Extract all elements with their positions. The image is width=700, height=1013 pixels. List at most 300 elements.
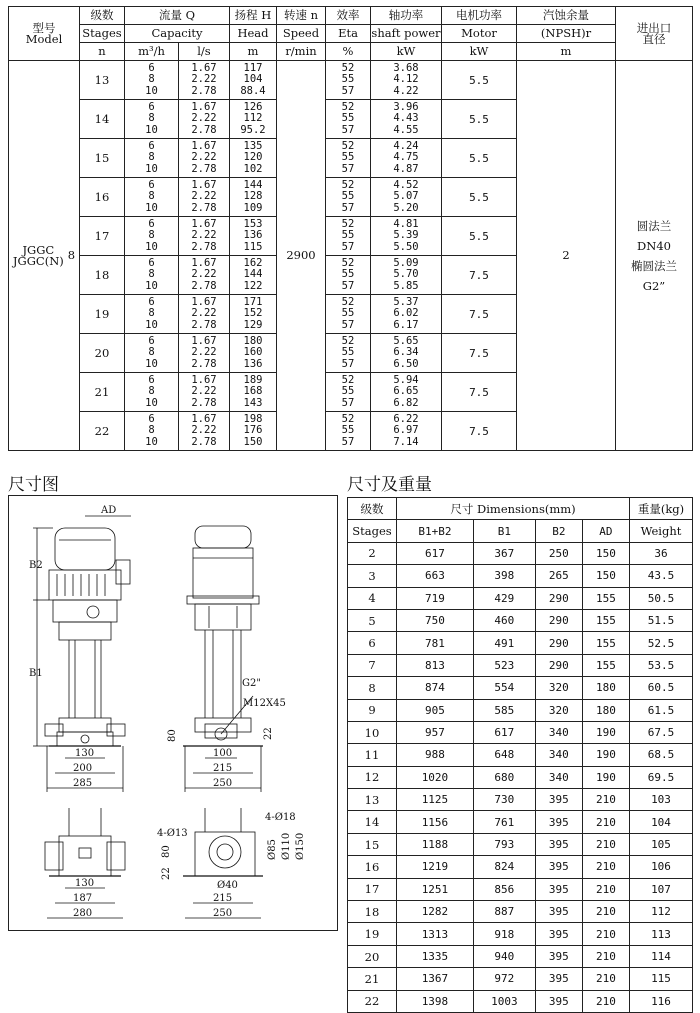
dims-cell: 116 bbox=[630, 990, 693, 1012]
cell-head bbox=[230, 373, 277, 412]
inlet-line: 椭圆法兰 bbox=[631, 258, 677, 273]
dims-cell: 12 bbox=[348, 766, 397, 788]
dims-cell: 190 bbox=[582, 744, 629, 766]
q_m3h-value: 8 bbox=[148, 268, 155, 281]
dhdr-stages-en: Stages bbox=[348, 520, 397, 542]
q_ls-value: 2.78 bbox=[191, 240, 217, 253]
table-row bbox=[348, 789, 693, 811]
dims-cell: 210 bbox=[582, 923, 629, 945]
eta-value: 52 bbox=[341, 257, 355, 270]
hdr-c7-cn: 电机功率 bbox=[442, 7, 517, 25]
unit-2: l/s bbox=[178, 43, 229, 61]
table-row bbox=[348, 878, 693, 900]
inlet-cell bbox=[616, 61, 693, 451]
dims-cell: 113 bbox=[630, 923, 693, 945]
dims-cell: 680 bbox=[473, 766, 535, 788]
dim-22b: 22 bbox=[161, 867, 172, 880]
dims-cell: 824 bbox=[473, 856, 535, 878]
q_ls-value: 1.67 bbox=[191, 62, 217, 75]
dims-section-label: 尺寸及重量 bbox=[347, 475, 432, 495]
dims-cell: 2 bbox=[348, 542, 397, 564]
cell-q_ls bbox=[178, 217, 229, 256]
dhdr-col-1: B1 bbox=[473, 520, 535, 542]
cell-shaft bbox=[371, 139, 442, 178]
shaft-value: 6.97 bbox=[393, 424, 419, 437]
dims-cell: 761 bbox=[473, 811, 535, 833]
unit-4: r/min bbox=[277, 43, 326, 61]
hdr-model bbox=[9, 7, 80, 61]
table-row bbox=[348, 811, 693, 833]
drawing-section-label: 尺寸图 bbox=[8, 475, 59, 495]
table-row bbox=[9, 61, 693, 100]
table-row bbox=[348, 945, 693, 967]
shaft-value: 5.50 bbox=[393, 240, 419, 253]
dim-b2: B2 bbox=[29, 560, 43, 571]
cell-eta bbox=[326, 217, 371, 256]
unit-5: % bbox=[326, 43, 371, 61]
dims-cell: 210 bbox=[582, 833, 629, 855]
cell-q_ls bbox=[178, 256, 229, 295]
dims-cell: 52.5 bbox=[630, 632, 693, 654]
shaft-value: 5.85 bbox=[393, 279, 419, 292]
shaft-value: 4.87 bbox=[393, 162, 419, 175]
cell-q_m3h bbox=[125, 100, 179, 139]
dims-cell: 1219 bbox=[397, 856, 474, 878]
hdr-inlet-1: 进出口 bbox=[636, 20, 672, 35]
model-cell bbox=[9, 61, 80, 451]
dims-cell: 210 bbox=[582, 811, 629, 833]
motor-cell: 7.5 bbox=[442, 373, 517, 412]
q_m3h-value: 8 bbox=[148, 346, 155, 359]
motor-cell: 5.5 bbox=[442, 139, 517, 178]
q_ls-value: 2.22 bbox=[191, 346, 217, 359]
hdr-model-en: Model bbox=[25, 31, 63, 46]
head-value: 122 bbox=[243, 279, 263, 292]
dims-cell: 4 bbox=[348, 587, 397, 609]
dims-cell: 155 bbox=[582, 632, 629, 654]
dims-cell: 663 bbox=[397, 565, 474, 587]
dims-cell: 395 bbox=[535, 789, 582, 811]
dims-cell: 918 bbox=[473, 923, 535, 945]
q_ls-value: 2.22 bbox=[191, 229, 217, 242]
unit-3: m bbox=[230, 43, 277, 61]
inlet-line: G2” bbox=[642, 278, 666, 293]
q_m3h-value: 6 bbox=[148, 101, 155, 114]
dhdr-weight-cn: 重量(kg) bbox=[630, 498, 693, 520]
head-value: 198 bbox=[243, 413, 263, 426]
shaft-value: 6.50 bbox=[393, 357, 419, 370]
shaft-value: 4.81 bbox=[393, 218, 419, 231]
dims-cell: 957 bbox=[397, 721, 474, 743]
eta-value: 57 bbox=[341, 435, 355, 448]
head-value: 126 bbox=[243, 101, 263, 114]
base-side-view bbox=[157, 808, 306, 919]
head-value: 120 bbox=[243, 151, 263, 164]
dims-cell: 1125 bbox=[397, 789, 474, 811]
eta-value: 55 bbox=[341, 268, 355, 281]
dim-285: 285 bbox=[73, 778, 93, 789]
stage-cell: 15 bbox=[80, 139, 125, 178]
q_ls-value: 1.67 bbox=[191, 374, 217, 387]
cell-head bbox=[230, 217, 277, 256]
dims-cell: 68.5 bbox=[630, 744, 693, 766]
cell-shaft bbox=[371, 256, 442, 295]
eta-value: 55 bbox=[341, 151, 355, 164]
inlet-line: DN40 bbox=[637, 238, 671, 253]
eta-value: 55 bbox=[341, 190, 355, 203]
dims-cell: 150 bbox=[582, 565, 629, 587]
q_ls-value: 2.78 bbox=[191, 279, 217, 292]
dims-cell: 60.5 bbox=[630, 677, 693, 699]
q_m3h-value: 10 bbox=[145, 240, 158, 253]
head-value: 189 bbox=[243, 374, 263, 387]
cell-q_ls bbox=[178, 334, 229, 373]
cell-q_m3h bbox=[125, 139, 179, 178]
dims-cell: 155 bbox=[582, 609, 629, 631]
hdr-c8-cn: 汽蚀余量 bbox=[517, 7, 616, 25]
dims-cell: 290 bbox=[535, 654, 582, 676]
dimension-drawing bbox=[8, 495, 338, 931]
dims-cell: 190 bbox=[582, 721, 629, 743]
unit-8: m bbox=[517, 43, 616, 61]
dims-cell: 9 bbox=[348, 699, 397, 721]
q_m3h-value: 8 bbox=[148, 229, 155, 242]
q_m3h-value: 6 bbox=[148, 413, 155, 426]
q_ls-value: 1.67 bbox=[191, 140, 217, 153]
dims-cell: 750 bbox=[397, 609, 474, 631]
head-value: 112 bbox=[243, 112, 263, 125]
hdr-c3-en: Head bbox=[230, 25, 277, 43]
cell-q_ls bbox=[178, 412, 229, 451]
dim-d110: Ø110 bbox=[281, 832, 292, 860]
dims-cell: 395 bbox=[535, 945, 582, 967]
table-row bbox=[348, 833, 693, 855]
dims-cell: 107 bbox=[630, 878, 693, 900]
dims-cell: 340 bbox=[535, 721, 582, 743]
eta-value: 55 bbox=[341, 424, 355, 437]
q_m3h-value: 6 bbox=[148, 296, 155, 309]
dims-cell: 1003 bbox=[473, 990, 535, 1012]
head-value: 144 bbox=[243, 179, 263, 192]
dims-cell: 813 bbox=[397, 654, 474, 676]
cell-eta bbox=[326, 295, 371, 334]
q_m3h-value: 6 bbox=[148, 62, 155, 75]
cell-head bbox=[230, 100, 277, 139]
q_m3h-value: 10 bbox=[145, 357, 158, 370]
head-value: 88.4 bbox=[240, 84, 266, 97]
stage-cell: 16 bbox=[80, 178, 125, 217]
cell-head bbox=[230, 139, 277, 178]
dims-cell: 67.5 bbox=[630, 721, 693, 743]
cell-q_ls bbox=[178, 178, 229, 217]
dims-cell: 61.5 bbox=[630, 699, 693, 721]
shaft-value: 6.65 bbox=[393, 385, 419, 398]
q_m3h-value: 8 bbox=[148, 151, 155, 164]
motor-cell: 7.5 bbox=[442, 295, 517, 334]
stage-cell: 21 bbox=[80, 373, 125, 412]
motor-cell: 5.5 bbox=[442, 178, 517, 217]
cell-shaft bbox=[371, 178, 442, 217]
stage-cell: 17 bbox=[80, 217, 125, 256]
dims-cell: 7 bbox=[348, 654, 397, 676]
q_m3h-value: 8 bbox=[148, 190, 155, 203]
cell-shaft bbox=[371, 373, 442, 412]
pump-side-view bbox=[167, 526, 286, 792]
npsh-cell: 2 bbox=[517, 61, 616, 451]
dims-cell: 155 bbox=[582, 654, 629, 676]
eta-value: 57 bbox=[341, 162, 355, 175]
cell-q_m3h bbox=[125, 217, 179, 256]
head-value: 152 bbox=[243, 307, 263, 320]
hdr-c1-en: Stages bbox=[80, 25, 125, 43]
head-value: 171 bbox=[243, 296, 263, 309]
stage-cell: 19 bbox=[80, 295, 125, 334]
q_ls-value: 2.22 bbox=[191, 307, 217, 320]
stage-cell: 13 bbox=[80, 61, 125, 100]
dims-cell: 617 bbox=[473, 721, 535, 743]
unit-7: kW bbox=[442, 43, 517, 61]
shaft-value: 4.43 bbox=[393, 112, 419, 125]
eta-value: 57 bbox=[341, 357, 355, 370]
dim-130a: 130 bbox=[75, 748, 95, 759]
dims-cell: 585 bbox=[473, 699, 535, 721]
cell-eta bbox=[326, 100, 371, 139]
dims-cell: 16 bbox=[348, 856, 397, 878]
dims-cell: 210 bbox=[582, 901, 629, 923]
shaft-value: 6.02 bbox=[393, 307, 419, 320]
dim-d85: Ø85 bbox=[267, 839, 278, 860]
dims-cell: 395 bbox=[535, 811, 582, 833]
dims-cell: 14 bbox=[348, 811, 397, 833]
head-value: 168 bbox=[243, 385, 263, 398]
eta-value: 57 bbox=[341, 240, 355, 253]
dim-g2: G2" bbox=[242, 678, 261, 689]
dims-cell: 523 bbox=[473, 654, 535, 676]
unit-0: n bbox=[80, 43, 125, 61]
q_m3h-value: 10 bbox=[145, 123, 158, 136]
q_m3h-value: 6 bbox=[148, 257, 155, 270]
dims-cell: 22 bbox=[348, 990, 397, 1012]
hdr-inlet-2: 直径 bbox=[642, 31, 666, 46]
dim-215b: 215 bbox=[213, 893, 233, 904]
head-value: 95.2 bbox=[240, 123, 266, 136]
table-row bbox=[348, 632, 693, 654]
head-value: 160 bbox=[243, 346, 263, 359]
dims-cell: 648 bbox=[473, 744, 535, 766]
head-value: 153 bbox=[243, 218, 263, 231]
dims-cell: 1188 bbox=[397, 833, 474, 855]
dhdr-col-3: AD bbox=[582, 520, 629, 542]
motor-cell: 5.5 bbox=[442, 217, 517, 256]
cell-eta bbox=[326, 139, 371, 178]
hdr-c1-cn: 级数 bbox=[80, 7, 125, 25]
q_m3h-value: 8 bbox=[148, 424, 155, 437]
q_ls-value: 2.22 bbox=[191, 424, 217, 437]
shaft-value: 6.34 bbox=[393, 346, 419, 359]
dims-cell: 1335 bbox=[397, 945, 474, 967]
q_m3h-value: 10 bbox=[145, 318, 158, 331]
dim-187: 187 bbox=[73, 893, 93, 904]
dims-cell: 114 bbox=[630, 945, 693, 967]
head-value: 117 bbox=[243, 62, 263, 75]
dims-cell: 1367 bbox=[397, 968, 474, 990]
dims-cell: 10 bbox=[348, 721, 397, 743]
dims-cell: 210 bbox=[582, 945, 629, 967]
speed-cell: 2900 bbox=[277, 61, 326, 451]
dims-cell: 1156 bbox=[397, 811, 474, 833]
eta-value: 55 bbox=[341, 346, 355, 359]
dims-cell: 398 bbox=[473, 565, 535, 587]
cell-shaft bbox=[371, 412, 442, 451]
head-value: 143 bbox=[243, 396, 263, 409]
unit-1: m³/h bbox=[125, 43, 179, 61]
dims-cell: 340 bbox=[535, 744, 582, 766]
dims-cell: 155 bbox=[582, 587, 629, 609]
head-value: 176 bbox=[243, 424, 263, 437]
shaft-value: 4.55 bbox=[393, 123, 419, 136]
dims-cell: 69.5 bbox=[630, 766, 693, 788]
dim-280: 280 bbox=[73, 908, 93, 919]
cell-eta bbox=[326, 334, 371, 373]
dims-cell: 554 bbox=[473, 677, 535, 699]
dims-cell: 210 bbox=[582, 856, 629, 878]
hdr-c2-en: Capacity bbox=[125, 25, 230, 43]
q_ls-value: 1.67 bbox=[191, 218, 217, 231]
dim-250b: 250 bbox=[213, 908, 233, 919]
shaft-value: 4.24 bbox=[393, 140, 419, 153]
stage-cell: 18 bbox=[80, 256, 125, 295]
cell-head bbox=[230, 295, 277, 334]
dims-cell: 11 bbox=[348, 744, 397, 766]
shaft-value: 5.20 bbox=[393, 201, 419, 214]
q_ls-value: 2.78 bbox=[191, 435, 217, 448]
table-row bbox=[348, 609, 693, 631]
q_ls-value: 2.78 bbox=[191, 318, 217, 331]
dims-cell: 36 bbox=[630, 542, 693, 564]
q_ls-value: 2.22 bbox=[191, 190, 217, 203]
dim-22a: 22 bbox=[263, 727, 274, 740]
dims-cell: 874 bbox=[397, 677, 474, 699]
head-value: 115 bbox=[243, 240, 263, 253]
shaft-value: 6.22 bbox=[393, 413, 419, 426]
dims-cell: 719 bbox=[397, 587, 474, 609]
cell-eta bbox=[326, 61, 371, 100]
head-value: 104 bbox=[243, 73, 263, 86]
hdr-c4-cn: 转速 n bbox=[277, 7, 326, 25]
hdr-inlet bbox=[616, 7, 693, 61]
cell-q_ls bbox=[178, 61, 229, 100]
table-row bbox=[348, 699, 693, 721]
dims-cell: 730 bbox=[473, 789, 535, 811]
q_m3h-value: 6 bbox=[148, 374, 155, 387]
q_ls-value: 2.22 bbox=[191, 73, 217, 86]
dims-cell: 43.5 bbox=[630, 565, 693, 587]
head-value: 136 bbox=[243, 357, 263, 370]
q_m3h-value: 8 bbox=[148, 307, 155, 320]
dims-cell: 5 bbox=[348, 609, 397, 631]
cell-shaft bbox=[371, 61, 442, 100]
dims-cell: 429 bbox=[473, 587, 535, 609]
dim-215a: 215 bbox=[213, 763, 233, 774]
q_m3h-value: 8 bbox=[148, 112, 155, 125]
table-row bbox=[348, 901, 693, 923]
cell-head bbox=[230, 256, 277, 295]
model-name-1: JGGC bbox=[22, 242, 55, 257]
hdr-c5-en: Eta bbox=[326, 25, 371, 43]
eta-value: 52 bbox=[341, 374, 355, 387]
shaft-value: 5.65 bbox=[393, 335, 419, 348]
eta-value: 52 bbox=[341, 296, 355, 309]
shaft-value: 5.39 bbox=[393, 229, 419, 242]
eta-value: 52 bbox=[341, 179, 355, 192]
dims-cell: 180 bbox=[582, 699, 629, 721]
cell-head bbox=[230, 61, 277, 100]
table-row bbox=[348, 677, 693, 699]
cell-q_m3h bbox=[125, 178, 179, 217]
dims-cell: 887 bbox=[473, 901, 535, 923]
hdr-c7-en: Motor bbox=[442, 25, 517, 43]
eta-value: 55 bbox=[341, 307, 355, 320]
q_ls-value: 2.22 bbox=[191, 151, 217, 164]
shaft-value: 6.82 bbox=[393, 396, 419, 409]
dims-cell: 15 bbox=[348, 833, 397, 855]
dim-80b: 80 bbox=[161, 845, 172, 858]
q_m3h-value: 8 bbox=[148, 385, 155, 398]
q_ls-value: 2.78 bbox=[191, 357, 217, 370]
q_ls-value: 2.22 bbox=[191, 268, 217, 281]
table-row bbox=[348, 654, 693, 676]
cell-head bbox=[230, 178, 277, 217]
hdr-c6-cn: 轴功率 bbox=[371, 7, 442, 25]
shaft-value: 5.07 bbox=[393, 190, 419, 203]
dims-cell: 395 bbox=[535, 968, 582, 990]
dims-cell: 50.5 bbox=[630, 587, 693, 609]
dhdr-weight-en: Weight bbox=[630, 520, 693, 542]
dims-cell: 972 bbox=[473, 968, 535, 990]
cell-q_ls bbox=[178, 373, 229, 412]
q_m3h-value: 10 bbox=[145, 162, 158, 175]
dims-cell: 340 bbox=[535, 766, 582, 788]
q_ls-value: 2.78 bbox=[191, 201, 217, 214]
dim-m12: M12X45 bbox=[243, 698, 286, 709]
shaft-value: 6.17 bbox=[393, 318, 419, 331]
pump-front-view bbox=[29, 505, 131, 792]
dim-250a: 250 bbox=[213, 778, 233, 789]
q_m3h-value: 6 bbox=[148, 179, 155, 192]
dim-4-13: 4-Ø13 bbox=[157, 828, 188, 839]
dims-cell: 781 bbox=[397, 632, 474, 654]
dims-cell: 290 bbox=[535, 632, 582, 654]
cell-q_m3h bbox=[125, 256, 179, 295]
cell-eta bbox=[326, 412, 371, 451]
cell-eta bbox=[326, 178, 371, 217]
head-value: 162 bbox=[243, 257, 263, 270]
cell-q_m3h bbox=[125, 61, 179, 100]
dims-cell: 460 bbox=[473, 609, 535, 631]
dims-cell: 290 bbox=[535, 587, 582, 609]
q_m3h-value: 10 bbox=[145, 435, 158, 448]
eta-value: 57 bbox=[341, 201, 355, 214]
dims-cell: 3 bbox=[348, 565, 397, 587]
shaft-value: 5.70 bbox=[393, 268, 419, 281]
q_ls-value: 1.67 bbox=[191, 335, 217, 348]
hdr-c5-cn: 效率 bbox=[326, 7, 371, 25]
dims-cell: 103 bbox=[630, 789, 693, 811]
dims-cell: 106 bbox=[630, 856, 693, 878]
head-value: 180 bbox=[243, 335, 263, 348]
shaft-value: 5.09 bbox=[393, 257, 419, 270]
dims-cell: 1282 bbox=[397, 901, 474, 923]
